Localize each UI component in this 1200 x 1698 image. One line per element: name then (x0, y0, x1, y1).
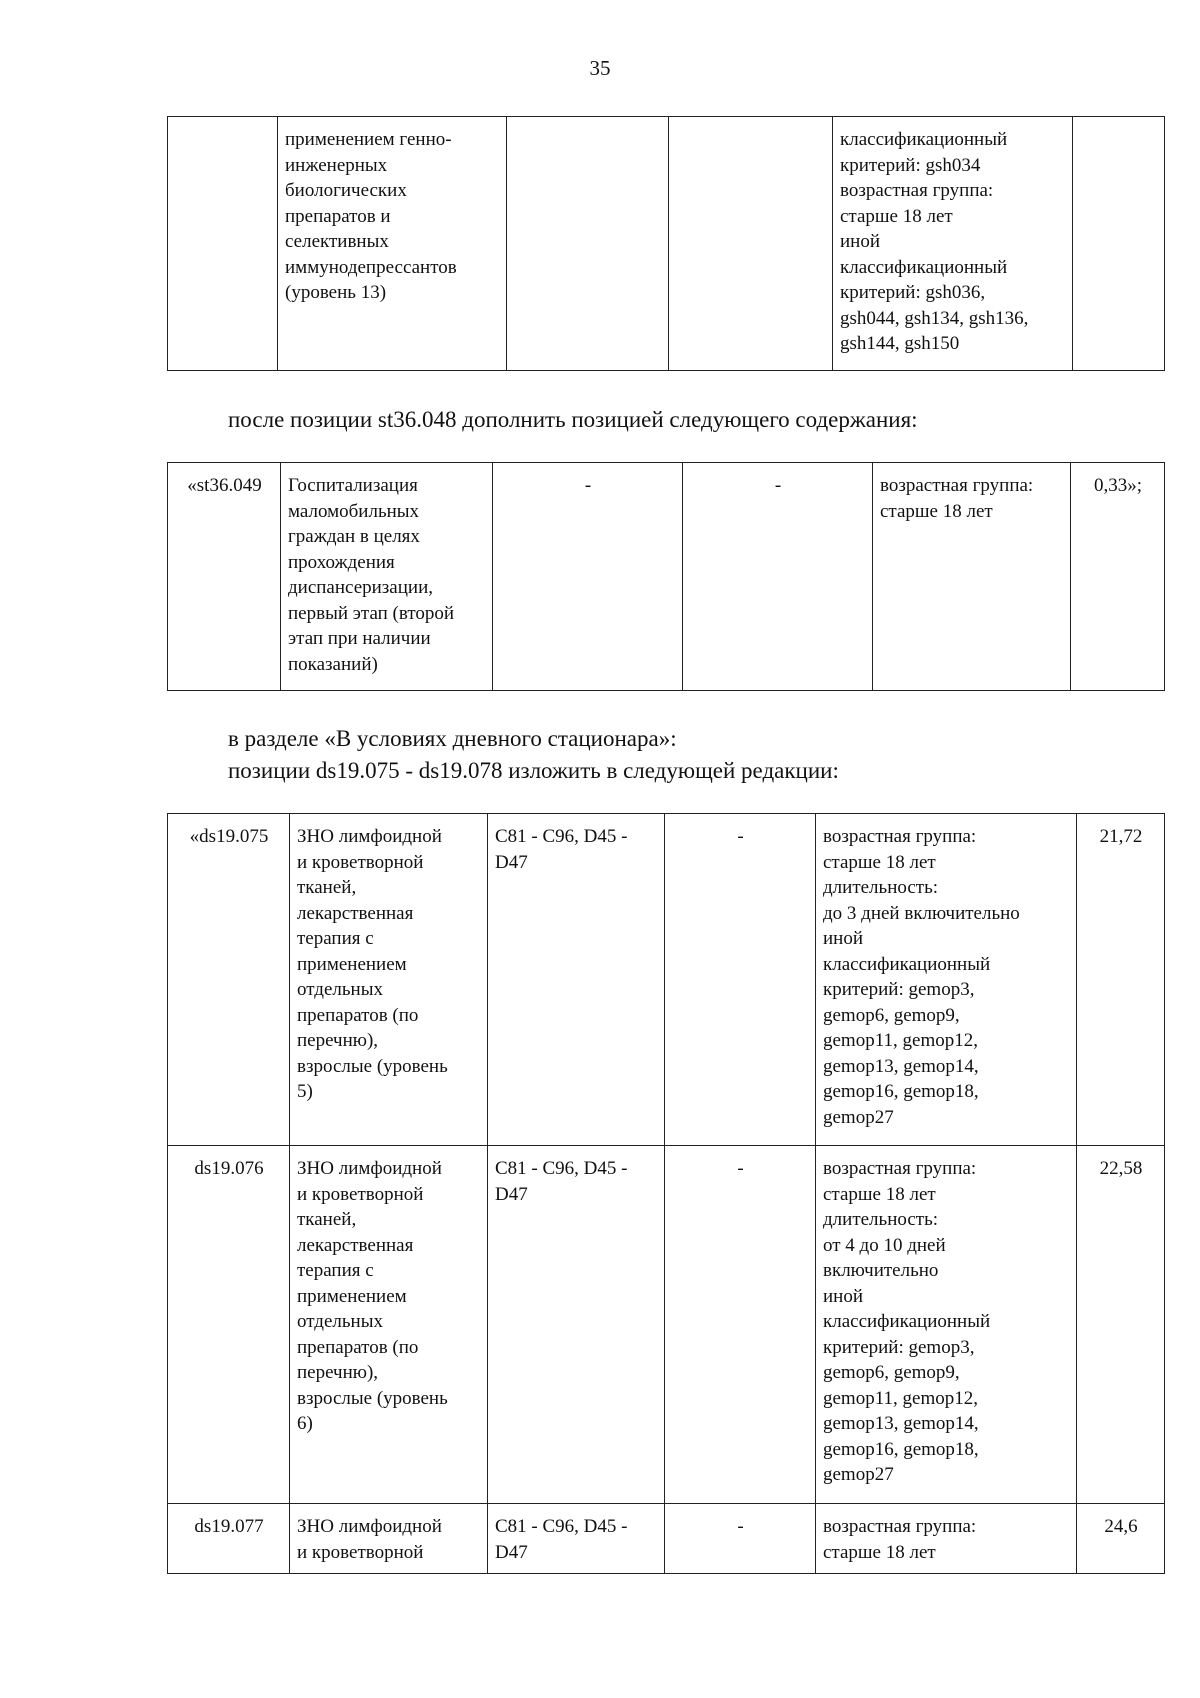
cell-code: «st36.049 (168, 463, 281, 691)
cell-code: ds19.077 (168, 1504, 290, 1574)
cell-criteria: возрастная группа: старше 18 лет (816, 1504, 1077, 1574)
cell-name: ЗНО лимфоидной и кроветворной тканей, лекарственная терапия с применением отдельных препаратов (по перечню), взрослые (уровень 6) (290, 1146, 488, 1504)
table-row (168, 463, 1165, 691)
table-row (168, 1146, 1165, 1504)
cell-coef: 24,6 (1077, 1504, 1165, 1574)
table-continuation (167, 116, 1165, 371)
cell-name: применением генно- инженерных биологических препаратов и селективных иммунодепрессантов (уровень 13) (278, 117, 507, 371)
cell-extra: - (665, 1504, 816, 1574)
cell-mkb: C81 - C96, D45 - D47 (488, 1146, 665, 1504)
table-ds19 (167, 813, 1165, 1574)
table-row (168, 117, 1165, 371)
cell-code (168, 117, 278, 371)
cell-coef: 22,58 (1077, 1146, 1165, 1504)
cell-coef: 0,33»; (1071, 463, 1165, 691)
cell-criteria: возрастная группа: старше 18 лет длительность: до 3 дней включительно иной классификационный критерий: gemop3, gemop6, gemop9, gemop11, gemop12, gemop13, gemop14, gemop16, gemop18, gemop27 (816, 814, 1077, 1146)
table-st36 (167, 462, 1165, 691)
cell-criteria: возрастная группа: старше 18 лет (873, 463, 1071, 691)
cell-mkb: - (493, 463, 683, 691)
cell-mkb: C81 - C96, D45 - D47 (488, 814, 665, 1146)
cell-coef: 21,72 (1077, 814, 1165, 1146)
cell-mkb (507, 117, 669, 371)
cell-name: ЗНО лимфоидной и кроветворной (290, 1504, 488, 1574)
cell-code: ds19.076 (168, 1146, 290, 1504)
page-number: 35 (589, 56, 611, 80)
cell-code: «ds19.075 (168, 814, 290, 1146)
cell-coef (1073, 117, 1165, 371)
table-row (168, 1504, 1165, 1574)
cell-extra: - (683, 463, 873, 691)
cell-name: ЗНО лимфоидной и кроветворной тканей, лекарственная терапия с применением отдельных препаратов (по перечню), взрослые (уровень 5) (290, 814, 488, 1146)
table-row (168, 814, 1165, 1146)
cell-extra: - (665, 814, 816, 1146)
cell-criteria: классификационный критерий: gsh034 возрастная группа: старше 18 лет иной классификационный критерий: gsh036, gsh044, gsh134, gsh136, gsh144, gsh150 (833, 117, 1073, 371)
cell-mkb: C81 - C96, D45 - D47 (488, 1504, 665, 1574)
section-paragraph: в разделе «В условиях дневного стационара»: (228, 726, 677, 751)
instruction-paragraph: позиции ds19.075 - ds19.078 изложить в следующей редакции: (228, 758, 839, 783)
cell-name: Госпитализация маломобильных граждан в целях прохождения диспансеризации, первый этап (второй этап при наличии показаний) (281, 463, 493, 691)
instruction-paragraph: после позиции st36.048 дополнить позицией следующего содержания: (228, 407, 918, 432)
cell-criteria: возрастная группа: старше 18 лет длительность: от 4 до 10 дней включительно иной классификационный критерий: gemop3, gemop6, gemop9, gemop11, gemop12, gemop13, gemop14, gemop16, gemop18, gemop27 (816, 1146, 1077, 1504)
cell-extra (669, 117, 833, 371)
cell-extra: - (665, 1146, 816, 1504)
